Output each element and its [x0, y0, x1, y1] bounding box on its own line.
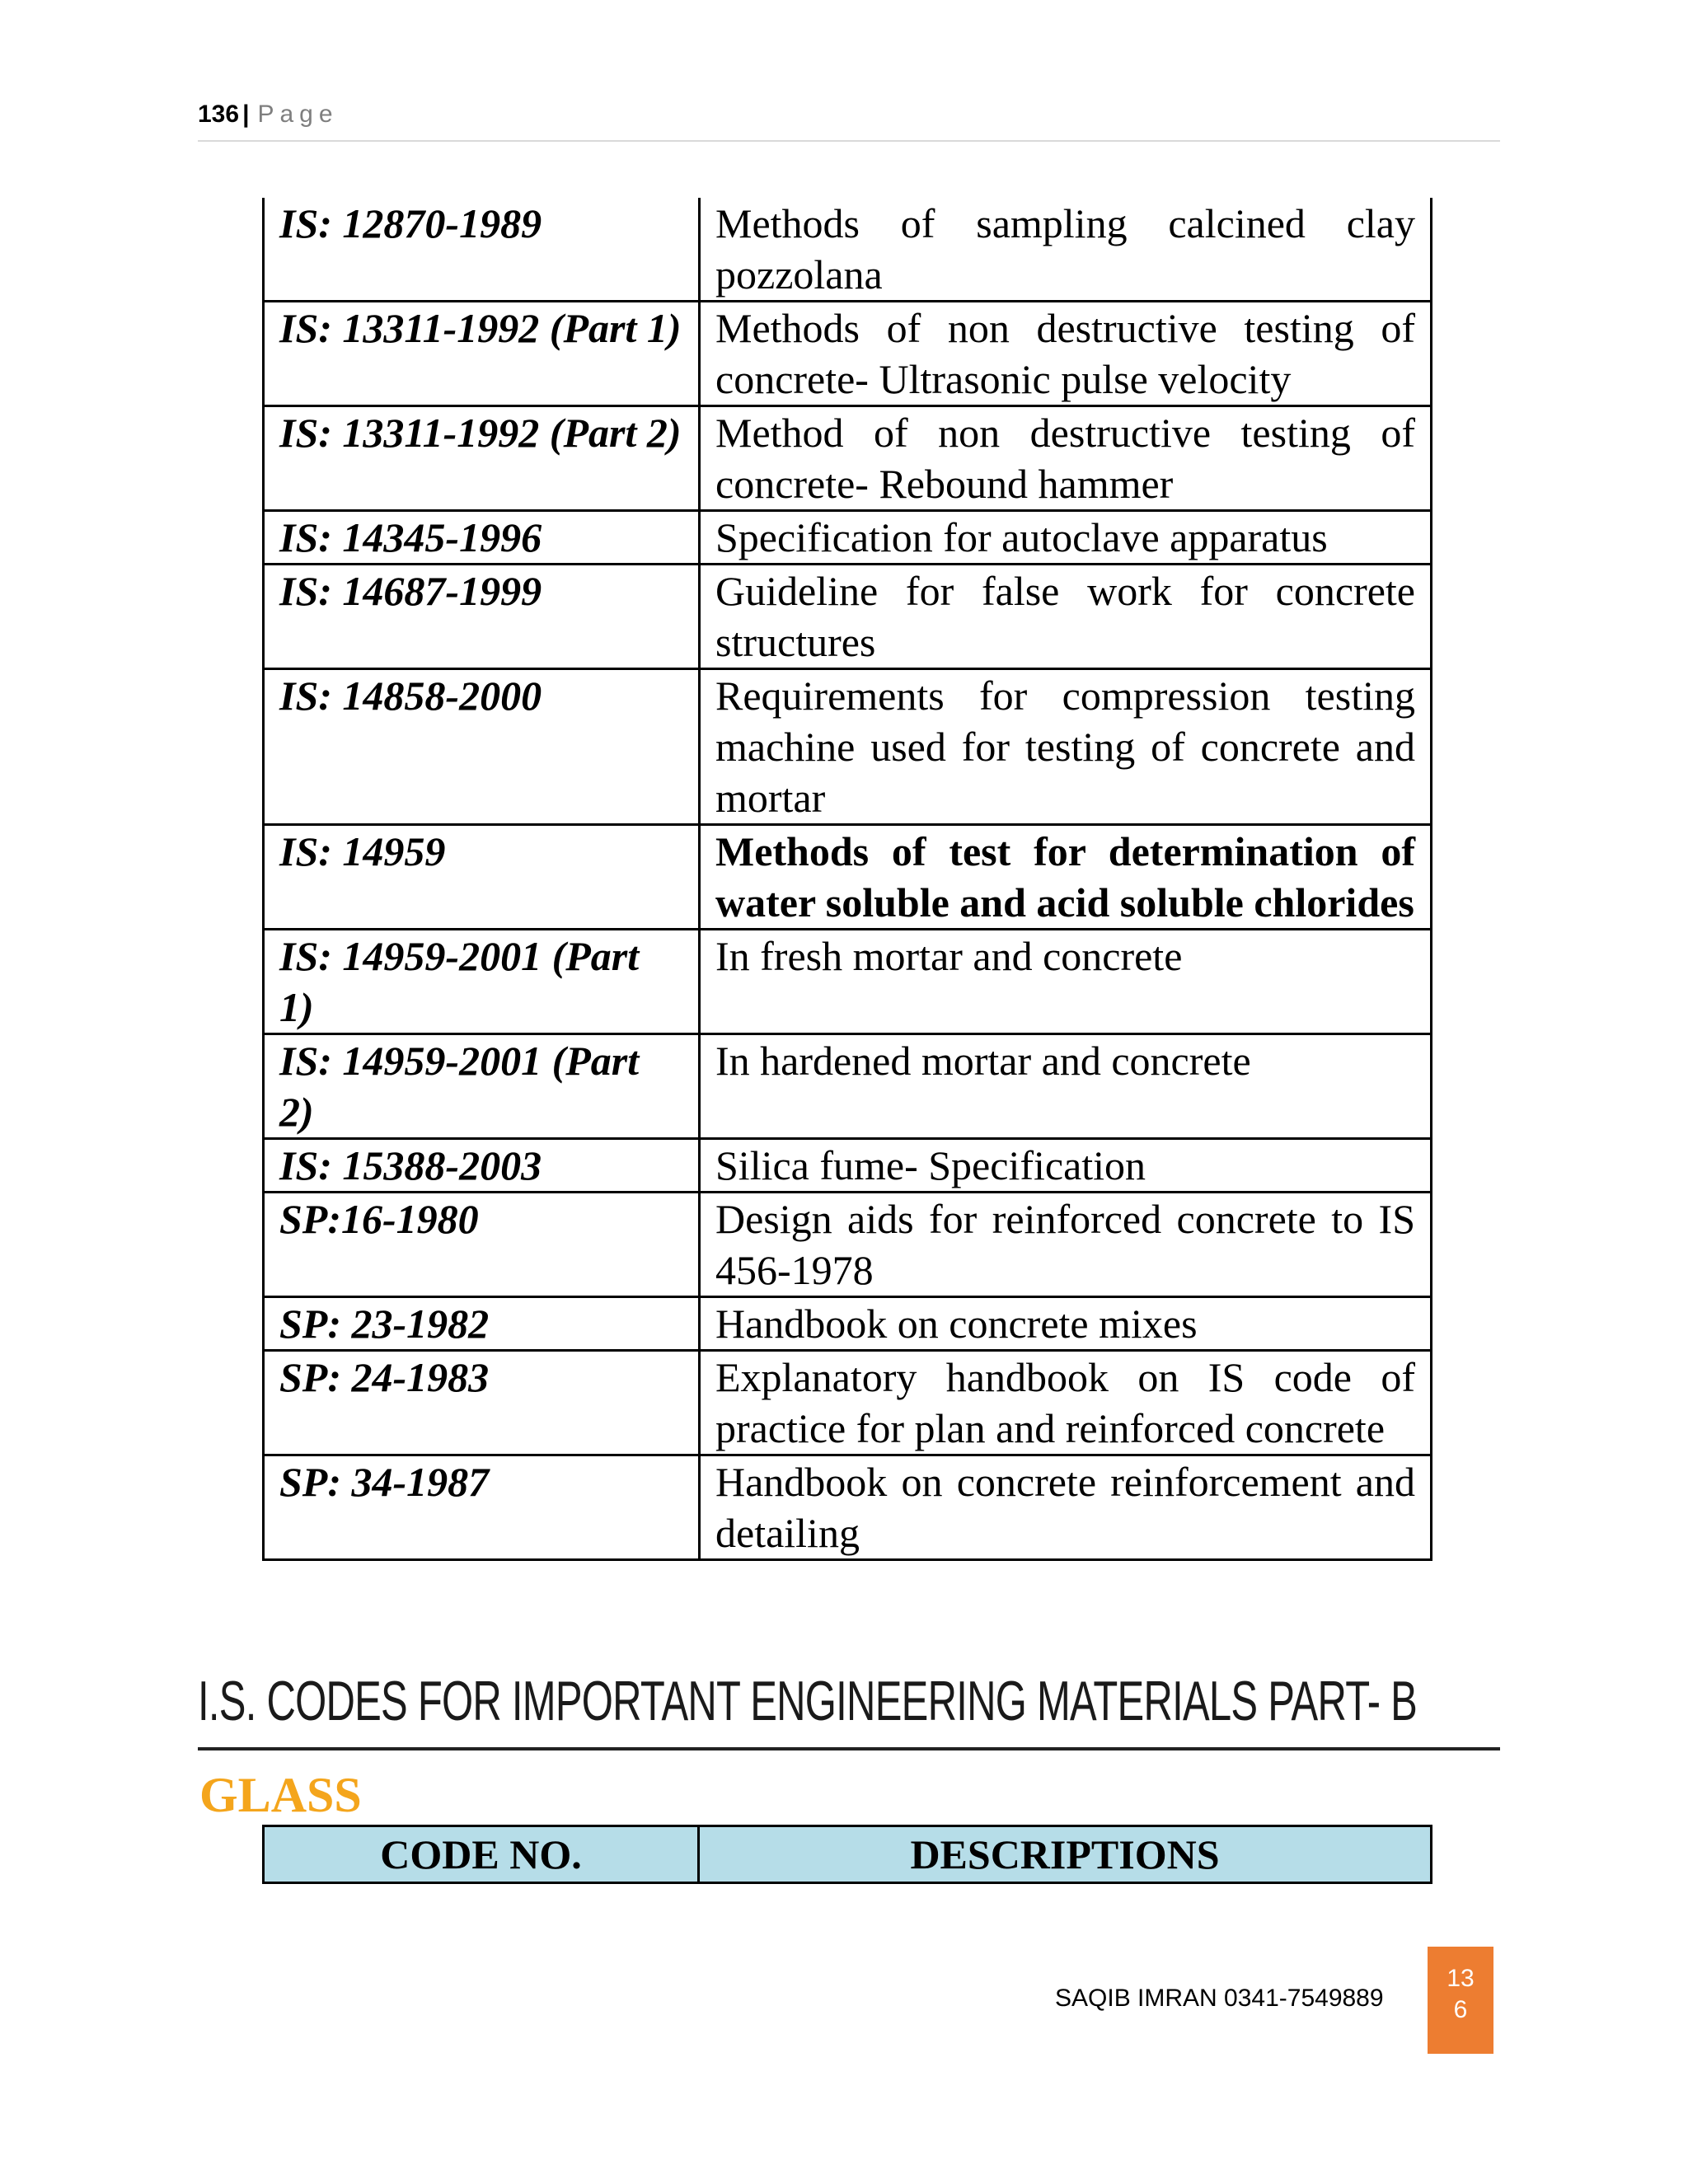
- badge-line-2: 6: [1453, 1996, 1468, 2023]
- code-cell: IS: 14959-2001 (Part 2): [264, 1034, 700, 1139]
- table-row: [264, 1139, 1432, 1193]
- description-cell: In fresh mortar and concrete: [700, 930, 1432, 1034]
- table-row: [264, 1034, 1432, 1139]
- code-cell: SP: 24-1983: [264, 1351, 700, 1455]
- table-row: [264, 930, 1432, 1034]
- code-cell: IS: 14687-1999: [264, 565, 700, 669]
- page-separator: |: [242, 101, 250, 128]
- description-cell: Silica fume- Specification: [700, 1139, 1432, 1193]
- description-cell: Handbook on concrete reinforcement and detailing: [700, 1455, 1432, 1560]
- code-cell: IS: 14345-1996: [264, 511, 700, 565]
- description-cell: In hardened mortar and concrete: [700, 1034, 1432, 1139]
- table-header-row: [264, 1826, 1432, 1883]
- column-header-code: CODE NO.: [264, 1826, 699, 1883]
- table-row: [264, 511, 1432, 565]
- codes-table: [262, 198, 1432, 1561]
- description-cell: Requirements for compression testing machine used for testing of concrete and mortar: [700, 669, 1432, 825]
- table-row: [264, 406, 1432, 511]
- table-row: [264, 1193, 1432, 1297]
- description-cell: Handbook on concrete mixes: [700, 1297, 1432, 1351]
- page-number: 136: [198, 101, 240, 128]
- code-cell: SP: 23-1982: [264, 1297, 700, 1351]
- code-cell: IS: 15388-2003: [264, 1139, 700, 1193]
- table-row: [264, 565, 1432, 669]
- page-word: Page: [257, 101, 339, 128]
- table-row: [264, 825, 1432, 930]
- table-row: [264, 1297, 1432, 1351]
- page-header: [198, 101, 1500, 142]
- description-cell: Methods of test for determination of water soluble and acid soluble chlorides: [700, 825, 1432, 930]
- table-row: [264, 1455, 1432, 1560]
- footer-author: SAQIB IMRAN 0341-7549889: [1055, 1985, 1384, 2012]
- code-cell: IS: 14959-2001 (Part 1): [264, 930, 700, 1034]
- table-row: [264, 198, 1432, 302]
- table-row: [264, 1351, 1432, 1455]
- glass-table: [262, 1825, 1432, 1884]
- badge-line-1: 13: [1447, 1965, 1475, 1992]
- section-title: I.S. CODES FOR IMPORTANT ENGINEERING MATERIALS PART- B: [198, 1670, 1418, 1732]
- glass-heading: GLASS: [199, 1768, 362, 1822]
- description-cell: Design aids for reinforced concrete to IS 456-1978: [700, 1193, 1432, 1297]
- column-header-description: DESCRIPTIONS: [699, 1826, 1432, 1883]
- code-cell: SP:16-1980: [264, 1193, 700, 1297]
- table-row: [264, 669, 1432, 825]
- table-row: [264, 302, 1432, 406]
- code-cell: IS: 13311-1992 (Part 2): [264, 406, 700, 511]
- code-cell: SP: 34-1987: [264, 1455, 700, 1560]
- code-cell: IS: 14959: [264, 825, 700, 930]
- description-cell: Method of non destructive testing of concrete- Rebound hammer: [700, 406, 1432, 511]
- description-cell: Guideline for false work for concrete structures: [700, 565, 1432, 669]
- code-cell: IS: 14858-2000: [264, 669, 700, 825]
- code-cell: IS: 13311-1992 (Part 1): [264, 302, 700, 406]
- description-cell: Specification for autoclave apparatus: [700, 511, 1432, 565]
- description-cell: Methods of sampling calcined clay pozzolana: [700, 198, 1432, 302]
- code-cell: IS: 12870-1989: [264, 198, 700, 302]
- description-cell: Explanatory handbook on IS code of practice for plan and reinforced concrete: [700, 1351, 1432, 1455]
- section-divider: [198, 1747, 1500, 1750]
- description-cell: Methods of non destructive testing of concrete- Ultrasonic pulse velocity: [700, 302, 1432, 406]
- footer-page-badge: [1428, 1947, 1493, 2054]
